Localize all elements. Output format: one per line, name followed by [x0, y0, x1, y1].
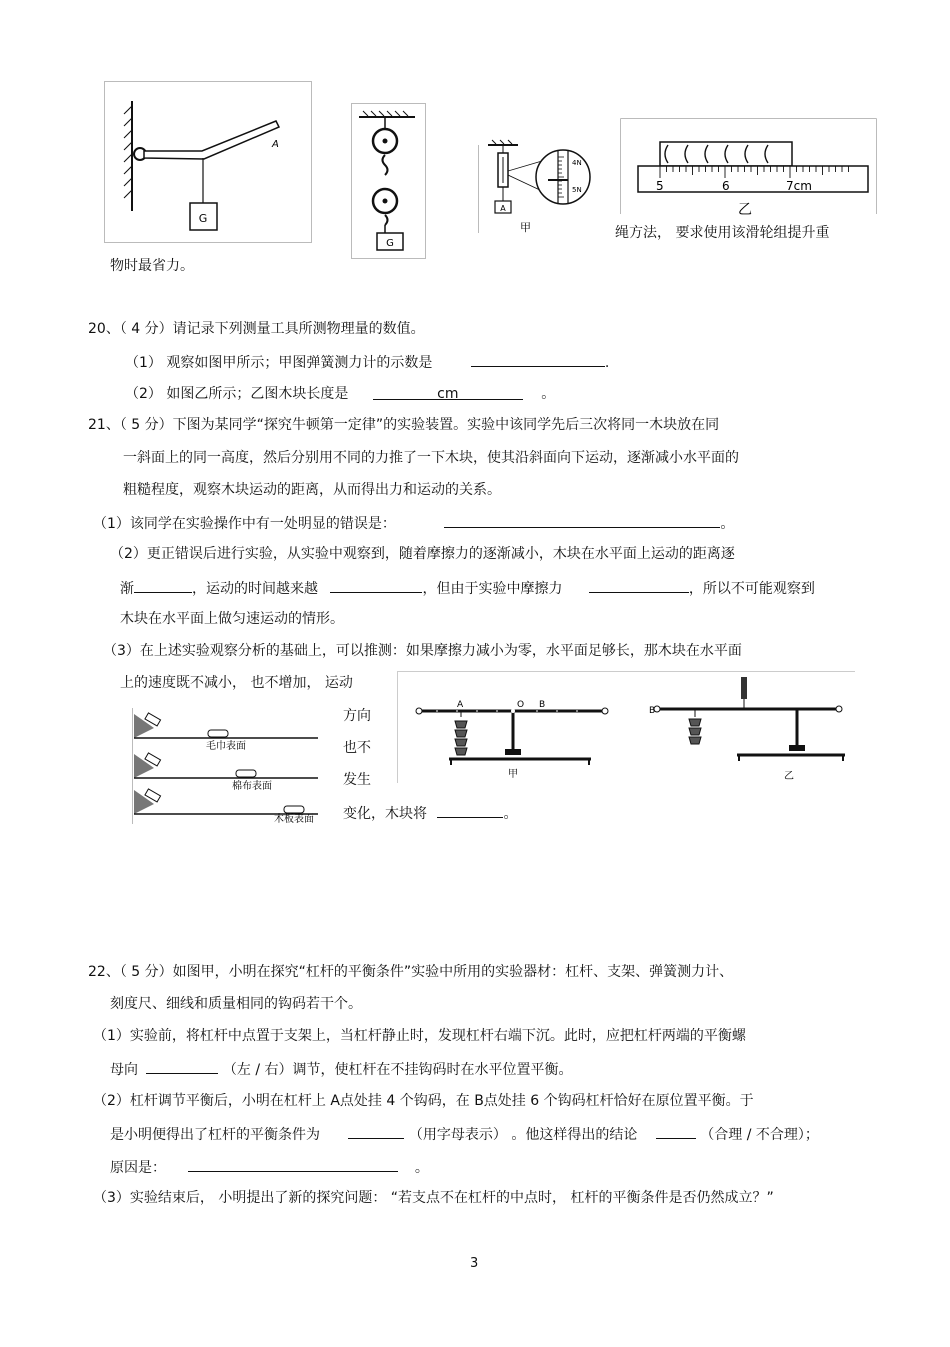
balance-point-a-label: A [457, 700, 464, 710]
lever-diagram [104, 81, 312, 243]
pulley-figure [351, 103, 426, 259]
pulley-weight-label: G [386, 238, 394, 249]
q21-part2-line1: （2）更正错误后进行实验，从实验中观察到，随着摩擦力的逐渐减小，木块在水平面上运动的距离逐 [110, 546, 735, 562]
q22-part2-reason-label: 原因是： [110, 1160, 166, 1176]
q21-part3-line2: 上的速度既不减小， 也不增加， 运动 [120, 675, 353, 691]
q22-part1-line1: （1）实验前，将杠杆中点置于支架上，当杠杆静止时，发现杠杆右端下沉。此时，应把杠杆两端的平衡螺 [93, 1028, 746, 1044]
q21-stem-line3: 粗糙程度，观察木块运动的距离，从而得出力和运动的关系。 [123, 482, 501, 498]
q21-part3-line1: （3）在上述实验观察分析的基础上，可以推测：如果摩擦力减小为零，水平面足够长，那木块在水平面 [103, 643, 742, 659]
spring-scale-caption: 甲 [520, 221, 531, 233]
q19-line2: 物时最省力。 [110, 258, 194, 274]
q21-part2-line2 [120, 578, 815, 598]
balance-caption-yi: 乙 [784, 771, 794, 782]
q21-part3-end: 。 [503, 806, 518, 822]
q21-part2-text2: ，运动的时间越来越 [192, 581, 318, 597]
q20-part1-text: （1） 观察如图甲所示；甲图弹簧测力计的示数是 [125, 355, 433, 371]
surface-cotton-label: 棉布表面 [232, 781, 272, 792]
q20-part2 [125, 385, 555, 403]
balance-caption-jia: 甲 [508, 769, 518, 780]
q22-part2-text3: （合理 / 不合理）； [700, 1127, 819, 1143]
q21-part1-blank[interactable] [444, 513, 720, 528]
q22-part2-blank1[interactable] [348, 1124, 404, 1139]
q20-stem: 20、（ 4 分）请记录下列测量工具所测物理量的数值。 [88, 321, 425, 337]
spring-scale-diagram [478, 135, 598, 233]
balance-pivot-label: O [517, 700, 525, 710]
q20-part1 [125, 352, 609, 372]
q22-part1-text2: （左 / 右）调节，使杠杆在不挂钩码时在水平位置平衡。 [222, 1062, 573, 1078]
q22-part1-line2 [110, 1059, 573, 1079]
ruler-caption: 乙 [738, 202, 752, 216]
q21-part3-text: 变化，木块将 [343, 806, 427, 822]
balance-yi-b-label: B [649, 706, 656, 716]
pulley-diagram [351, 103, 426, 259]
q22-part2-line2 [110, 1124, 819, 1144]
incline-surfaces-diagram [132, 708, 326, 824]
q20-part1-blank[interactable] [471, 352, 605, 367]
q20-part2-blank[interactable] [373, 385, 523, 400]
incline-surfaces-figure [132, 708, 326, 824]
q22-part2-blank2[interactable] [656, 1124, 696, 1139]
q21-stem-line2: 一斜面上的同一高度，然后分别用不同的力推了一下木块，使其沿斜面向下运动，逐渐减小水平面的 [123, 450, 739, 466]
spring-4n-label: 4N [572, 159, 582, 167]
q22-part2-line3 [110, 1157, 429, 1177]
q22-part1-text1: 母向 [110, 1062, 138, 1078]
q21-part2-blank2[interactable] [330, 578, 422, 593]
balance-point-b-label: B [539, 700, 546, 710]
surface-wood-label: 木板表面 [274, 814, 314, 824]
q22-part1-blank[interactable] [146, 1059, 218, 1074]
lever-balance-figure [397, 671, 855, 783]
q21-part2-blank3[interactable] [589, 578, 689, 593]
q21-part2-text3: ，但由于实验中摩擦力 [422, 581, 563, 597]
lever-point-a-label: A [272, 139, 279, 150]
q21-part3-line5: 发生 [343, 772, 371, 788]
q21-part3-blank[interactable] [437, 803, 503, 818]
q20-part2-end: 。 [541, 386, 556, 402]
lever-figure [104, 81, 312, 243]
spring-5n-label: 5N [572, 186, 582, 194]
q22-part2-reason-end: 。 [414, 1160, 429, 1176]
q19-line1-tail: 绳方法， 要求使用该滑轮组提升重 [615, 225, 830, 241]
q22-part3: （3）实验结束后， 小明提出了新的探究问题： “若支点不在杠杆的中点时， 杠杆的平衡条件是否仍然成立？” [93, 1190, 774, 1206]
q21-part1-end: 。 [720, 516, 735, 532]
ruler-diagram [620, 118, 877, 216]
q22-stem-line1: 22、（ 5 分）如图甲，小明在探究“杠杆的平衡条件”实验中所用的实验器材：杠杆、支架、弹簧测力计、 [88, 964, 734, 980]
q21-part3-line6 [343, 803, 517, 823]
q21-part2-text1: 渐 [120, 581, 134, 597]
q21-part1-text: （1）该同学在实验操作中有一处明显的错误是： [93, 516, 396, 532]
q21-part2-line3: 木块在水平面上做匀速运动的情形。 [120, 611, 344, 627]
q20-part2-text: （2） 如图乙所示；乙图木块长度是 [125, 386, 349, 402]
q21-part2-text4: ，所以不可能观察到 [688, 581, 815, 597]
q21-part1 [93, 513, 734, 533]
ruler-figure [620, 118, 877, 216]
spring-scale-figure [478, 135, 598, 233]
q22-part2-text2: （用字母表示） 。他这样得出的结论 [408, 1127, 638, 1143]
q22-part2-text1: 是小明便得出了杠杆的平衡条件为 [110, 1127, 320, 1143]
ruler-tick-7cm: 7cm [786, 179, 812, 193]
q20-part1-end: . [604, 355, 610, 371]
q22-part2-line1: （2）杠杆调节平衡后，小明在杠杆上 A点处挂 4 个钩码，在 B点处挂 6 个钩码杠杆恰好在原位置平衡。于 [93, 1093, 754, 1109]
q21-stem-line1: 21、（ 5 分）下图为某同学“探究牛顿第一定律”的实验装置。实验中该同学先后三次将同一木块放在同 [88, 417, 720, 433]
q21-part3-line3: 方向 [343, 708, 371, 724]
q20-part2-unit: cm [437, 386, 459, 402]
surface-towel-label: 毛巾表面 [206, 741, 246, 752]
q22-stem-line2: 刻度尺、细线和质量相同的钩码若干个。 [110, 996, 362, 1012]
q21-part2-blank1[interactable] [134, 578, 192, 593]
q21-part3-line4: 也不 [343, 740, 371, 756]
ruler-tick-6: 6 [722, 179, 730, 193]
page-number: 3 [470, 1256, 479, 1271]
lever-balance-diagram [397, 671, 855, 783]
q22-part2-reason-blank[interactable] [188, 1157, 398, 1172]
spring-weight-label: A [500, 204, 506, 213]
ruler-tick-5: 5 [656, 179, 664, 193]
lever-weight-label: G [198, 212, 208, 225]
